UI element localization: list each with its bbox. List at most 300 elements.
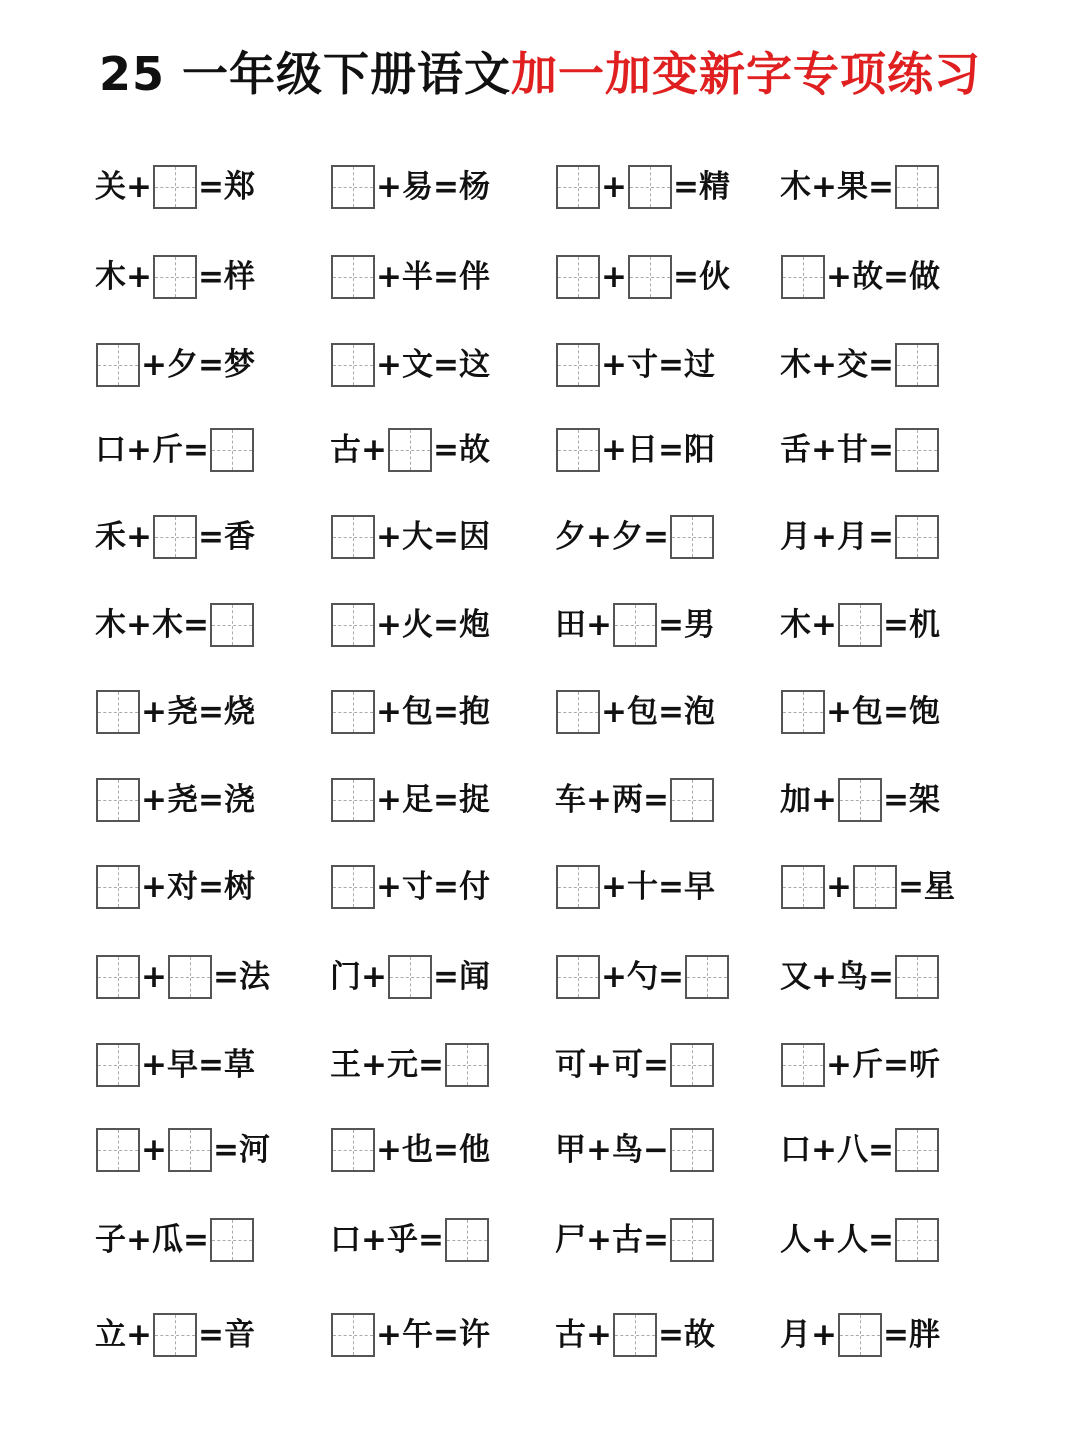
- answer-box[interactable]: [670, 778, 714, 822]
- answer-box[interactable]: [331, 1313, 375, 1357]
- operator-symbol: =: [882, 259, 909, 295]
- operator-symbol: =: [642, 781, 669, 818]
- operator-symbol: =: [867, 519, 894, 555]
- answer-box[interactable]: [781, 865, 825, 909]
- operator-symbol: =: [657, 431, 684, 468]
- exercise-row: [95, 407, 995, 492]
- operator-symbol: =: [657, 694, 684, 730]
- character-text: 故: [851, 259, 883, 295]
- answer-box[interactable]: [895, 165, 939, 209]
- operator-symbol: +: [376, 1131, 402, 1168]
- answer-box[interactable]: [388, 428, 432, 472]
- character-text: 鸟: [611, 1131, 643, 1168]
- exercise-row: [95, 492, 995, 582]
- answer-box[interactable]: [331, 255, 375, 299]
- exercise-row: [95, 667, 995, 757]
- character-text: 木: [95, 259, 126, 295]
- character-text: 泡: [683, 694, 715, 730]
- operator-symbol: =: [432, 346, 459, 383]
- answer-box[interactable]: [895, 343, 939, 387]
- operator-symbol: =: [867, 169, 894, 205]
- character-text: 夕: [166, 346, 198, 383]
- operator-symbol: =: [212, 959, 239, 995]
- exercise-item: [310, 253, 545, 301]
- operator-symbol: +: [811, 781, 837, 818]
- exercise-item: [310, 1216, 545, 1264]
- operator-symbol: =: [432, 169, 459, 205]
- page-title: [0, 42, 1080, 106]
- operator-symbol: +: [601, 259, 627, 295]
- character-text: 八: [836, 1131, 868, 1168]
- operator-symbol: +: [376, 606, 402, 643]
- operator-symbol: +: [811, 959, 837, 995]
- operator-symbol: =: [197, 519, 224, 555]
- operator-symbol: =: [657, 1316, 684, 1353]
- character-text: 精: [698, 169, 730, 205]
- answer-box[interactable]: [895, 955, 939, 999]
- character-text: 夕: [555, 519, 586, 555]
- character-text: 文: [401, 346, 433, 383]
- character-text: 木: [151, 606, 183, 643]
- operator-symbol: =: [197, 346, 224, 383]
- character-text: 元: [386, 1046, 418, 1083]
- answer-box[interactable]: [153, 255, 197, 299]
- exercise-item: [310, 863, 545, 911]
- character-text: 闻: [458, 959, 490, 995]
- character-text: 尧: [166, 694, 198, 730]
- operator-symbol: +: [586, 606, 612, 643]
- operator-symbol: =: [882, 1316, 909, 1353]
- answer-box[interactable]: [628, 255, 672, 299]
- answer-box[interactable]: [331, 1128, 375, 1172]
- exercise-item: [545, 1311, 770, 1359]
- character-text: 甲: [555, 1131, 586, 1168]
- answer-box[interactable]: [556, 690, 600, 734]
- character-text: 河: [238, 1131, 270, 1168]
- answer-box[interactable]: [838, 603, 882, 647]
- answer-box[interactable]: [670, 1218, 714, 1262]
- exercise-item: [545, 341, 770, 389]
- exercise-item: [770, 163, 995, 211]
- answer-box[interactable]: [331, 690, 375, 734]
- exercise-row: [95, 582, 995, 667]
- operator-symbol: =: [417, 1046, 444, 1083]
- exercise-item: [545, 863, 770, 911]
- character-text: 鸟: [836, 959, 868, 995]
- character-text: 易: [401, 169, 433, 205]
- operator-symbol: +: [586, 1046, 612, 1083]
- operator-symbol: +: [126, 1221, 152, 1258]
- answer-box[interactable]: [556, 343, 600, 387]
- exercise-item: [310, 426, 545, 474]
- answer-box[interactable]: [153, 515, 197, 559]
- operator-symbol: =: [197, 169, 224, 205]
- operator-symbol: +: [361, 1221, 387, 1258]
- operator-symbol: =: [182, 431, 209, 468]
- operator-symbol: =: [642, 1221, 669, 1258]
- exercise-item: [95, 953, 310, 1001]
- exercise-item: [770, 776, 995, 824]
- character-text: 口: [780, 1131, 811, 1168]
- answer-box[interactable]: [168, 1128, 212, 1172]
- character-text: 星: [923, 869, 955, 905]
- answer-box[interactable]: [96, 343, 140, 387]
- character-text: 古: [330, 431, 361, 468]
- character-text: 火: [401, 606, 433, 643]
- operator-symbol: +: [361, 431, 387, 468]
- operator-symbol: +: [126, 431, 152, 468]
- answer-box[interactable]: [153, 165, 197, 209]
- character-text: 甘: [836, 431, 868, 468]
- answer-box[interactable]: [96, 955, 140, 999]
- answer-box[interactable]: [556, 428, 600, 472]
- answer-box[interactable]: [210, 603, 254, 647]
- operator-symbol: +: [811, 431, 837, 468]
- exercise-item: [95, 341, 310, 389]
- character-text: 两: [611, 781, 643, 818]
- answer-box[interactable]: [838, 778, 882, 822]
- character-text: 尸: [555, 1221, 586, 1258]
- operator-symbol: =: [182, 606, 209, 643]
- operator-symbol: =: [432, 694, 459, 730]
- character-text: 口: [95, 431, 126, 468]
- character-text: 架: [908, 781, 940, 818]
- character-text: 包: [401, 694, 433, 730]
- character-text: 月: [836, 519, 868, 555]
- operator-symbol: +: [811, 1316, 837, 1353]
- exercise-item: [770, 1126, 995, 1174]
- exercise-row: [95, 142, 995, 232]
- character-text: 尧: [166, 781, 198, 818]
- character-text: 故: [683, 1316, 715, 1353]
- operator-symbol: =: [657, 959, 684, 995]
- exercise-item: [95, 513, 310, 561]
- exercise-item: [310, 776, 545, 824]
- answer-box[interactable]: [96, 865, 140, 909]
- operator-symbol: =: [432, 519, 459, 555]
- character-text: 因: [458, 519, 490, 555]
- answer-box[interactable]: [331, 165, 375, 209]
- operator-symbol: =: [417, 1221, 444, 1258]
- exercise-item: [95, 1041, 310, 1089]
- answer-box[interactable]: [331, 515, 375, 559]
- operator-symbol: =: [197, 781, 224, 818]
- operator-symbol: =: [432, 781, 459, 818]
- character-text: 听: [908, 1046, 940, 1083]
- exercise-item: [545, 953, 770, 1001]
- title-topic-part: 加一加变新字专项练习: [511, 47, 982, 101]
- exercise-item: [770, 253, 995, 301]
- answer-box[interactable]: [895, 428, 939, 472]
- answer-box[interactable]: [331, 603, 375, 647]
- answer-box[interactable]: [781, 1043, 825, 1087]
- operator-symbol: =: [197, 694, 224, 730]
- character-text: 法: [238, 959, 270, 995]
- character-text: 足: [401, 781, 433, 818]
- operator-symbol: =: [867, 1221, 894, 1258]
- title-grade-part: 25 一年级下册语文: [98, 47, 512, 101]
- exercise-item: [545, 163, 770, 211]
- character-text: 做: [908, 259, 940, 295]
- character-text: 杨: [458, 169, 490, 205]
- operator-symbol: =: [867, 346, 894, 383]
- character-text: 梦: [223, 346, 255, 383]
- operator-symbol: =: [182, 1221, 209, 1258]
- answer-box[interactable]: [781, 690, 825, 734]
- exercise-item: [95, 426, 310, 474]
- exercise-item: [310, 601, 545, 649]
- answer-box[interactable]: [895, 1128, 939, 1172]
- answer-box[interactable]: [685, 955, 729, 999]
- character-text: 炮: [458, 606, 490, 643]
- exercise-item: [545, 253, 770, 301]
- operator-symbol: =: [432, 869, 459, 905]
- character-text: 瓜: [151, 1221, 183, 1258]
- exercise-item: [545, 1126, 770, 1174]
- character-text: 饱: [908, 694, 940, 730]
- operator-symbol: =: [672, 259, 699, 295]
- operator-symbol: +: [811, 606, 837, 643]
- operator-symbol: +: [141, 1046, 167, 1083]
- operator-symbol: =: [657, 606, 684, 643]
- operator-symbol: =: [882, 1046, 909, 1083]
- operator-symbol: =: [197, 1046, 224, 1083]
- character-text: 夕: [611, 519, 643, 555]
- character-text: 又: [780, 959, 811, 995]
- operator-symbol: +: [826, 694, 852, 730]
- character-text: 大: [401, 519, 433, 555]
- character-text: 许: [458, 1316, 490, 1353]
- answer-box[interactable]: [331, 778, 375, 822]
- exercise-grid: [95, 142, 995, 1382]
- operator-symbol: +: [376, 694, 402, 730]
- operator-symbol: +: [376, 259, 402, 295]
- operator-symbol: =: [432, 959, 459, 995]
- exercise-item: [310, 163, 545, 211]
- character-text: 月: [780, 1316, 811, 1353]
- operator-symbol: =: [867, 1131, 894, 1168]
- answer-box[interactable]: [853, 865, 897, 909]
- operator-symbol: =: [642, 519, 669, 555]
- character-text: 草: [223, 1046, 255, 1083]
- operator-symbol: +: [826, 259, 852, 295]
- operator-symbol: +: [141, 869, 167, 905]
- answer-box[interactable]: [670, 515, 714, 559]
- operator-symbol: +: [811, 346, 837, 383]
- answer-box[interactable]: [556, 955, 600, 999]
- operator-symbol: +: [826, 869, 852, 905]
- character-text: 交: [836, 346, 868, 383]
- operator-symbol: =: [672, 169, 699, 205]
- character-text: 这: [458, 346, 490, 383]
- character-text: 田: [555, 606, 586, 643]
- answer-box[interactable]: [613, 1313, 657, 1357]
- character-text: 口: [330, 1221, 361, 1258]
- answer-box[interactable]: [168, 955, 212, 999]
- character-text: 浇: [223, 781, 255, 818]
- answer-box[interactable]: [445, 1218, 489, 1262]
- character-text: 乎: [386, 1221, 418, 1258]
- character-text: 付: [458, 869, 490, 905]
- character-text: 人: [780, 1221, 811, 1258]
- answer-box[interactable]: [331, 865, 375, 909]
- answer-box[interactable]: [670, 1043, 714, 1087]
- answer-box[interactable]: [895, 515, 939, 559]
- answer-box[interactable]: [96, 778, 140, 822]
- exercise-item: [545, 1041, 770, 1089]
- operator-symbol: +: [126, 259, 152, 295]
- character-text: 可: [555, 1046, 586, 1083]
- character-text: 木: [780, 606, 811, 643]
- exercise-row: [95, 932, 995, 1022]
- character-text: 王: [330, 1046, 361, 1083]
- operator-symbol: =: [197, 259, 224, 295]
- exercise-row: [95, 1287, 995, 1382]
- exercise-item: [770, 601, 995, 649]
- operator-symbol: =: [642, 1046, 669, 1083]
- operator-symbol: −: [642, 1131, 669, 1168]
- character-text: 日: [626, 431, 658, 468]
- answer-box[interactable]: [153, 1313, 197, 1357]
- character-text: 寸: [626, 346, 658, 383]
- exercise-row: [95, 322, 995, 407]
- operator-symbol: +: [126, 169, 152, 205]
- operator-symbol: =: [432, 1131, 459, 1168]
- exercise-item: [770, 863, 995, 911]
- operator-symbol: =: [897, 869, 924, 905]
- character-text: 人: [836, 1221, 868, 1258]
- operator-symbol: =: [882, 606, 909, 643]
- operator-symbol: +: [586, 519, 612, 555]
- character-text: 香: [223, 519, 255, 555]
- exercise-item: [770, 341, 995, 389]
- character-text: 伴: [458, 259, 490, 295]
- answer-box[interactable]: [895, 1218, 939, 1262]
- answer-box[interactable]: [96, 1128, 140, 1172]
- exercise-item: [545, 688, 770, 736]
- answer-box[interactable]: [556, 255, 600, 299]
- operator-symbol: +: [601, 169, 627, 205]
- character-text: 半: [401, 259, 433, 295]
- character-text: 对: [166, 869, 198, 905]
- answer-box[interactable]: [556, 165, 600, 209]
- answer-box[interactable]: [210, 1218, 254, 1262]
- character-text: 他: [458, 1131, 490, 1168]
- operator-symbol: =: [197, 869, 224, 905]
- character-text: 机: [908, 606, 940, 643]
- operator-symbol: +: [376, 781, 402, 818]
- character-text: 样: [223, 259, 255, 295]
- operator-symbol: =: [432, 431, 459, 468]
- character-text: 过: [683, 346, 715, 383]
- exercise-item: [95, 253, 310, 301]
- exercise-item: [545, 513, 770, 561]
- answer-box[interactable]: [331, 343, 375, 387]
- answer-box[interactable]: [445, 1043, 489, 1087]
- character-text: 早: [166, 1046, 198, 1083]
- character-text: 子: [95, 1221, 126, 1258]
- character-text: 故: [458, 431, 490, 468]
- exercise-item: [95, 1216, 310, 1264]
- operator-symbol: +: [376, 869, 402, 905]
- answer-box[interactable]: [838, 1313, 882, 1357]
- operator-symbol: =: [432, 1316, 459, 1353]
- answer-box[interactable]: [613, 603, 657, 647]
- character-text: 胖: [908, 1316, 940, 1353]
- exercise-item: [770, 953, 995, 1001]
- operator-symbol: +: [126, 519, 152, 555]
- operator-symbol: =: [212, 1131, 239, 1168]
- exercise-item: [770, 1311, 995, 1359]
- exercise-row: [95, 842, 995, 932]
- operator-symbol: +: [361, 1046, 387, 1083]
- character-text: 古: [611, 1221, 643, 1258]
- operator-symbol: +: [376, 519, 402, 555]
- character-text: 音: [223, 1316, 255, 1353]
- operator-symbol: +: [601, 959, 627, 995]
- exercise-item: [310, 1311, 545, 1359]
- character-text: 古: [555, 1316, 586, 1353]
- operator-symbol: +: [811, 1221, 837, 1258]
- exercise-item: [310, 341, 545, 389]
- answer-box[interactable]: [628, 165, 672, 209]
- operator-symbol: =: [432, 259, 459, 295]
- exercise-item: [95, 1311, 310, 1359]
- exercise-row: [95, 757, 995, 842]
- operator-symbol: +: [601, 694, 627, 730]
- character-text: 伙: [698, 259, 730, 295]
- answer-box[interactable]: [96, 1043, 140, 1087]
- operator-symbol: +: [141, 959, 167, 995]
- operator-symbol: +: [601, 869, 627, 905]
- operator-symbol: +: [586, 1316, 612, 1353]
- exercise-item: [95, 863, 310, 911]
- operator-symbol: +: [586, 1131, 612, 1168]
- character-text: 果: [836, 169, 868, 205]
- answer-box[interactable]: [388, 955, 432, 999]
- operator-symbol: +: [601, 346, 627, 383]
- character-text: 抱: [458, 694, 490, 730]
- character-text: 车: [555, 781, 586, 818]
- exercise-item: [770, 426, 995, 474]
- answer-box[interactable]: [556, 865, 600, 909]
- exercise-item: [545, 776, 770, 824]
- operator-symbol: +: [376, 169, 402, 205]
- exercise-item: [770, 513, 995, 561]
- character-text: 捉: [458, 781, 490, 818]
- exercise-item: [770, 1216, 995, 1264]
- character-text: 月: [780, 519, 811, 555]
- exercise-item: [310, 953, 545, 1001]
- operator-symbol: +: [126, 1316, 152, 1353]
- exercise-item: [310, 688, 545, 736]
- character-text: 斤: [151, 431, 183, 468]
- exercise-item: [770, 1041, 995, 1089]
- operator-symbol: =: [657, 869, 684, 905]
- answer-box[interactable]: [210, 428, 254, 472]
- exercise-item: [95, 776, 310, 824]
- exercise-row: [95, 1022, 995, 1107]
- answer-box[interactable]: [96, 690, 140, 734]
- character-text: 门: [330, 959, 361, 995]
- answer-box[interactable]: [670, 1128, 714, 1172]
- operator-symbol: +: [141, 1131, 167, 1168]
- character-text: 禾: [95, 519, 126, 555]
- answer-box[interactable]: [781, 255, 825, 299]
- character-text: 阳: [683, 431, 715, 468]
- exercise-row: [95, 1192, 995, 1287]
- character-text: 男: [683, 606, 715, 643]
